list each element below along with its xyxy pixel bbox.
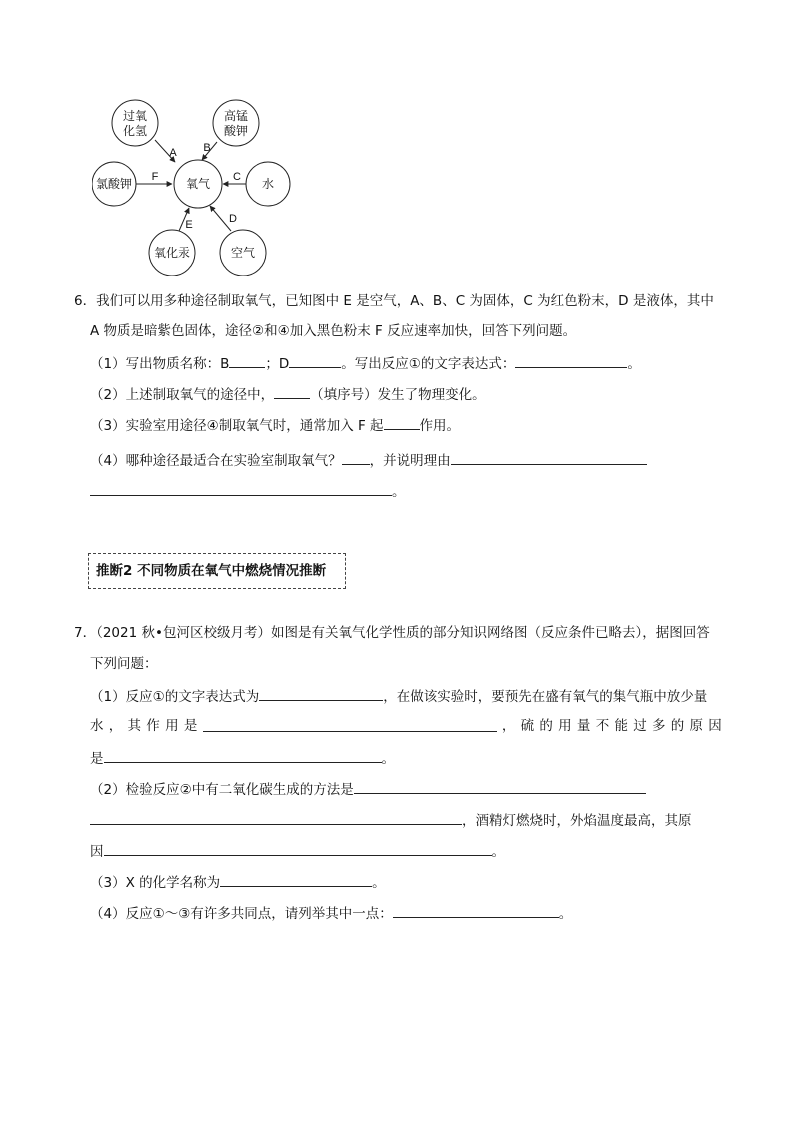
node-h2o2 <box>112 100 158 146</box>
arrow-label-d: D <box>229 213 237 225</box>
arrow-label-c: C <box>233 171 241 183</box>
q7-part4: （4）反应①～③有许多共同点，请列举其中一点： 。 <box>90 903 572 923</box>
q6-answer-physical[interactable] <box>274 384 310 399</box>
q6-answer-reason-2[interactable] <box>90 481 392 496</box>
q6-stem-line2: A 物质是暗紫色固体，途径②和④加入黑色粉末 F 反应速率加快，回答下列问题。 <box>90 323 577 339</box>
section-heading-box <box>88 553 346 589</box>
q6-answer-b[interactable] <box>229 353 265 368</box>
q6-answer-d[interactable] <box>289 353 341 368</box>
q6-stem-line1: 6．我们可以用多种途径制取氧气，已知图中 E 是空气，A、B、C 为固体，C 为红色粉末，D 是液体，其中 <box>74 293 714 309</box>
justified-char-14: 多 <box>651 718 666 734</box>
q6-answer-reason-1[interactable] <box>451 450 647 465</box>
q7-answer-water-role[interactable] <box>203 717 497 732</box>
node-center-label: 氧气 <box>185 177 211 191</box>
q7-answer-x-name[interactable] <box>220 872 372 887</box>
q6-answer-expression[interactable] <box>515 353 627 368</box>
justified-char-16: 原 <box>689 718 704 734</box>
justified-char-8: 的 <box>539 718 553 734</box>
q6-answer-role[interactable] <box>384 415 420 430</box>
node-hgo-label: 氧化汞 <box>153 246 191 260</box>
justified-char-2: 其 <box>127 718 142 734</box>
q7-part1: （1）反应①的文字表达式为 ，在做该实验时，要预先在盛有氧气的集气瓶中放少量 <box>90 686 707 706</box>
q6-part4-cont: 。 <box>90 481 406 501</box>
q6-part1: （1）写出物质名称：B ；D 。写出反应①的文字表达式： 。 <box>90 353 641 373</box>
q7-part3: （3）X 的化学名称为 。 <box>90 872 386 892</box>
justified-char-10: 量 <box>576 718 591 734</box>
q7-answer-co2-test-1[interactable] <box>354 779 646 794</box>
q7-stem-line2: 下列问题： <box>90 656 158 672</box>
node-h2o2-label-1: 过氧 <box>122 109 148 123</box>
node-h2o2-label-2: 化氢 <box>122 124 148 138</box>
q7-stem-line1: 7．（2021 秋•包河区校级月考）如图是有关氧气化学性质的部分知识网络图（反应条件已略去），据图回答 <box>74 625 710 641</box>
node-kmno4-label-1: 高锰 <box>223 109 249 123</box>
q7-part2-line2: ，酒精灯燃烧时，外焰温度最高，其原 <box>90 810 692 830</box>
q6-part2: （2）上述制取氧气的途径中， （填序号）发生了物理变化。 <box>90 384 486 404</box>
q6-part3: （3）实验室用途径④制取氧气时，通常加入 F 起 作用。 <box>90 415 460 435</box>
arrow-label-e: E <box>185 219 193 231</box>
q6-part4: （4）哪种途径最适合在实验室制取氧气？ ，并说明理由 <box>90 450 647 470</box>
arrow-d <box>210 206 231 231</box>
node-kmno4 <box>213 100 259 146</box>
justified-char-11: 不 <box>595 718 610 734</box>
arrow-label-a: A <box>169 147 177 159</box>
q7-answer-common-point[interactable] <box>393 903 559 918</box>
q7-answer-co2-test-2[interactable] <box>90 810 462 825</box>
q7-part2: （2）检验反应②中有二氧化碳生成的方法是 <box>90 779 646 799</box>
node-kmno4-label-2: 酸钾 <box>223 124 249 138</box>
arrow-label-f: F <box>151 171 159 183</box>
justified-char-7: 硫 <box>520 718 535 734</box>
q7-answer-expression[interactable] <box>259 686 383 701</box>
section-heading: 推断2 不同物质在氧气中燃烧情况推断 <box>96 563 327 579</box>
node-kclo3-label: 氯酸钾 <box>95 177 133 191</box>
oxygen-preparation-diagram <box>92 98 304 276</box>
node-water-label: 水 <box>261 177 275 191</box>
justified-char-9: 用 <box>558 718 572 734</box>
justified-char-13: 过 <box>633 718 647 734</box>
justified-char-15: 的 <box>670 718 685 734</box>
justified-char-5: 是 <box>183 718 198 734</box>
arrow-label-b: B <box>203 142 211 154</box>
q7-answer-sulfur-reason[interactable] <box>104 748 382 763</box>
q7-part2-line3: 因 。 <box>90 841 505 861</box>
q7-part1-line3: 是 。 <box>90 748 395 768</box>
justified-char-17: 因 <box>708 718 722 734</box>
justified-char-4: 用 <box>165 718 179 734</box>
q7-part1-line2 <box>90 717 722 735</box>
justified-char-12: 能 <box>614 718 628 734</box>
justified-char-3: 作 <box>146 718 160 734</box>
justified-char-6: ， <box>501 718 516 734</box>
justified-char-1: ， <box>108 718 123 734</box>
q6-answer-route[interactable] <box>342 450 370 465</box>
q7-answer-flame-reason[interactable] <box>104 841 492 856</box>
justified-char-0: 水 <box>90 718 104 734</box>
node-air-label: 空气 <box>230 246 256 260</box>
